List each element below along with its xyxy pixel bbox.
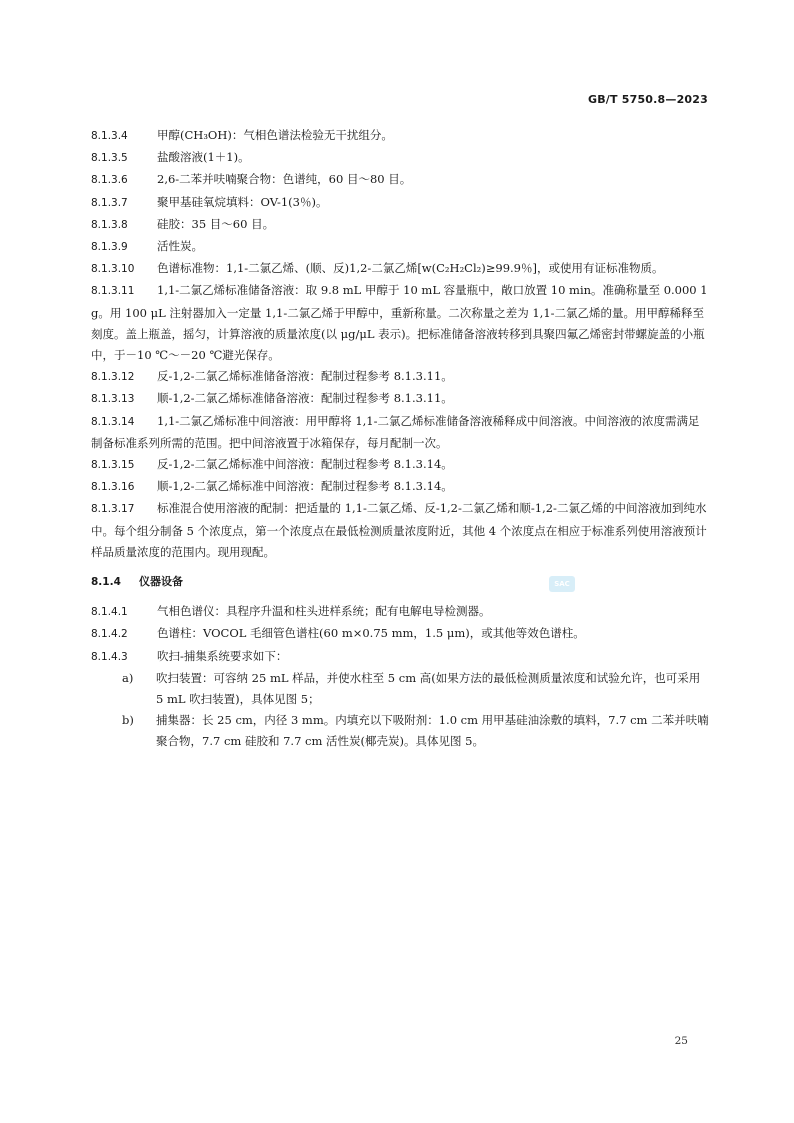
clause-number: 8.1.4.2	[91, 628, 128, 641]
clause-item	[91, 169, 710, 191]
sub-item-label: b)	[122, 713, 134, 728]
clause-text: 甲醇(CH₃OH)：气相色谱法检验无干扰组分。	[157, 128, 393, 142]
clause-number: 8.1.3.17	[91, 503, 135, 516]
clause-number: 8.1.4.3	[91, 650, 128, 663]
equipment-sublist	[91, 668, 710, 753]
clause-text: 硅胶：35 目～60 目。	[157, 216, 275, 231]
document-body	[91, 125, 710, 753]
clause-item	[91, 411, 710, 454]
clause-text: 反-1,2-二氯乙烯标准储备溶液：配制过程参考 8.1.3.11。	[157, 369, 453, 384]
clause-number: 8.1.3.16	[91, 481, 135, 494]
clause-text: 1,1-二氯乙烯标准储备溶液：取 9.8 mL 甲醇于 10 mL 容量瓶中，敞口放置 10 min。准确称量至 0.000 1 g。用 100 μL 注射器加入一定量 1,1-二氯乙烯于甲醇中，重新称量。二次称量之差为 1,1-二氯乙烯的量。用甲醇稀释至刻度。盖上瓶盖，摇匀，计算溶液的质量浓度(以 μg/μL 表示)。把标准储备溶液转移到具聚四氟乙烯密封带螺旋盖的小瓶中，于－10 ℃～－20 ℃避光保存。	[91, 283, 708, 363]
clause-text: 1,1-二氯乙烯标准中间溶液：用甲醇将 1,1-二氯乙烯标准储备溶液稀释成中间溶液。中间溶液的浓度需满足制备标准系列所需的范围。把中间溶液置于冰箱保存，每月配制一次。	[91, 413, 700, 450]
clause-text: 色谱柱：VOCOL 毛细管色谱柱(60 m×0.75 mm，1.5 μm)，或其他等效色谱柱。	[157, 626, 585, 641]
clause-text: 顺-1,2-二氯乙烯标准中间溶液：配制过程参考 8.1.3.14。	[157, 479, 453, 494]
clause-text: 聚甲基硅氧烷填料：OV-1(3％)。	[157, 194, 328, 209]
clause-text: 顺-1,2-二氯乙烯标准储备溶液：配制过程参考 8.1.3.11。	[157, 391, 453, 406]
section-heading	[91, 571, 710, 593]
clause-item	[91, 476, 710, 498]
sub-item	[91, 710, 710, 752]
clause-item	[91, 601, 710, 623]
clause-item	[91, 498, 710, 563]
clause-number: 8.1.3.9	[91, 241, 128, 254]
section-number: 8.1.4	[91, 576, 121, 589]
clause-number: 8.1.3.7	[91, 196, 128, 209]
clause-text: 色谱标准物：1,1-二氯乙烯、(顺、反)1,2-二氯乙烯[w(C₂H₂Cl₂)≥99.9％]，或使用有证标准物质。	[157, 261, 664, 276]
clause-item	[91, 388, 710, 410]
clause-number: 8.1.3.8	[91, 218, 128, 231]
clause-text: 气相色谱仪：具程序升温和柱头进样系统；配有电解电导检测器。	[157, 604, 491, 619]
clause-item	[91, 646, 710, 668]
reagent-list	[91, 125, 710, 563]
clause-item	[91, 147, 710, 169]
standard-number-header: GB/T 5750.8—2023	[587, 93, 708, 106]
page-number: 25	[674, 1035, 688, 1047]
clause-item	[91, 258, 710, 280]
clause-number: 8.1.3.15	[91, 459, 135, 472]
clause-number: 8.1.3.5	[91, 152, 128, 165]
clause-number: 8.1.3.4	[91, 130, 128, 142]
clause-number: 8.1.3.14	[91, 415, 135, 428]
clause-item	[91, 125, 710, 147]
clause-number: 8.1.4.1	[91, 606, 128, 619]
sub-item-text: 吹扫装置：可容纳 25 mL 样品，并使水柱至 5 cm 高(如果方法的最低检测质量浓度和试验允许，也可采用 5 mL 吹扫装置)，具体见图 5；	[156, 670, 701, 707]
clause-number: 8.1.3.10	[91, 263, 135, 276]
section-title: 仪器设备	[139, 575, 183, 589]
clause-item	[91, 454, 710, 476]
clause-item	[91, 280, 710, 366]
equipment-list	[91, 601, 710, 668]
clause-number: 8.1.3.11	[91, 285, 135, 298]
sub-item-text: 捕集器：长 25 cm，内径 3 mm。内填充以下吸附剂：1.0 cm 用甲基硅油涂敷的填料，7.7 cm 二苯并呋喃聚合物，7.7 cm 硅胶和 7.7 cm 活性炭(椰壳炭)。具体见图 5。	[156, 713, 709, 749]
clause-text: 2,6-二苯并呋喃聚合物：色谱纯，60 目～80 目。	[157, 172, 412, 187]
clause-text: 反-1,2-二氯乙烯标准中间溶液：配制过程参考 8.1.3.14。	[157, 457, 453, 472]
clause-item	[91, 192, 710, 214]
clause-text: 标准混合使用溶液的配制：把适量的 1,1-二氯乙烯、反-1,2-二氯乙烯和顺-1,2-二氯乙烯的中间溶液加到纯水中。每个组分制备 5 个浓度点，第一个浓度点在最低检测质量浓度附近，其他 4 个浓度点在相应于标准系列使用溶液预计样品质量浓度的范围内。现用现配。	[91, 501, 707, 559]
clause-item	[91, 623, 710, 645]
clause-item	[91, 214, 710, 236]
clause-text: 活性炭。	[157, 239, 203, 254]
clause-number: 8.1.3.12	[91, 371, 135, 384]
clause-number: 8.1.3.13	[91, 393, 135, 406]
clause-item	[91, 236, 710, 258]
clause-text: 盐酸溶液(1＋1)。	[157, 150, 250, 165]
clause-number: 8.1.3.6	[91, 174, 128, 187]
clause-text: 吹扫-捕集系统要求如下：	[157, 648, 288, 663]
watermark-logo: SAC	[549, 576, 575, 592]
sub-item	[91, 668, 710, 710]
clause-item	[91, 366, 710, 388]
sub-item-label: a)	[122, 670, 134, 685]
